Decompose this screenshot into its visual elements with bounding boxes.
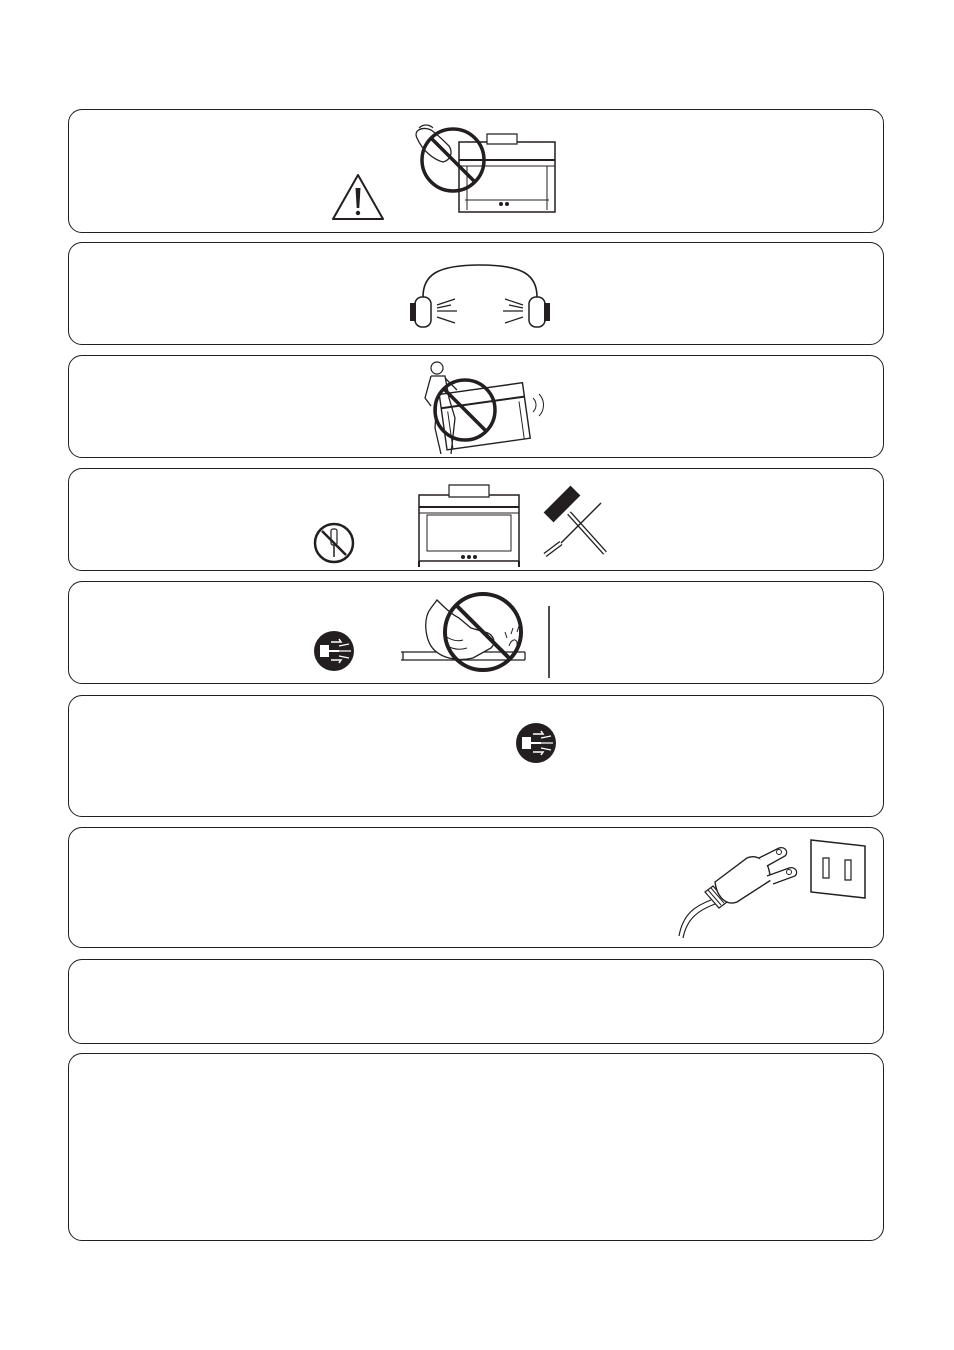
wall-outlet-icon — [809, 838, 867, 900]
panel-blank-notice-1 — [68, 959, 884, 1044]
no-pinching-cord-illustration — [401, 588, 553, 680]
tools-icon — [539, 483, 613, 559]
warning-triangle-icon — [330, 172, 386, 222]
panel-power-cord-handling — [68, 581, 884, 684]
unplug-icon — [313, 630, 355, 672]
headphones-icon — [407, 257, 553, 329]
no-liquid-on-piano-illustration — [409, 124, 559, 216]
no-disassembly-icon — [312, 521, 356, 565]
panel-plug-into-outlet — [68, 827, 884, 948]
panel-do-not-disassemble — [68, 468, 884, 571]
unplug-icon — [515, 722, 557, 764]
panel-blank-notice-2 — [68, 1053, 884, 1241]
piano-illustration — [415, 477, 523, 569]
power-plug-icon — [675, 840, 813, 938]
panel-do-not-lean-on-instrument — [68, 355, 884, 458]
panel-headphone-volume — [68, 242, 884, 345]
no-leaning-on-piano-illustration — [417, 358, 547, 458]
panel-unplug-when-abnormal — [68, 695, 884, 817]
panel-liquid-warning — [68, 109, 884, 233]
